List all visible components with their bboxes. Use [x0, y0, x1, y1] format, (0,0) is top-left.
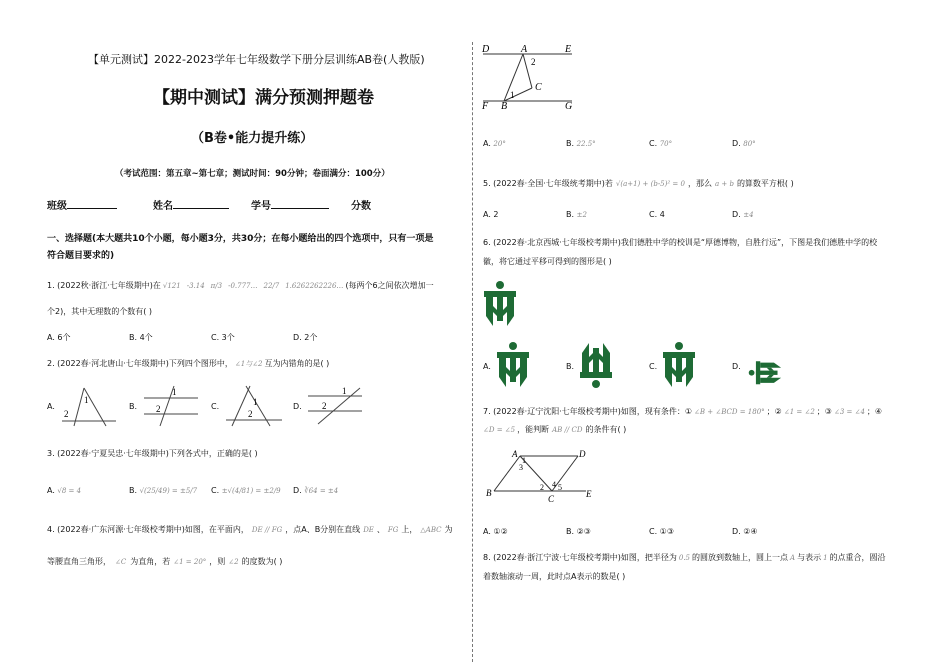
id-label: 学号: [251, 201, 271, 212]
q7-option-c[interactable]: C. ①③: [649, 527, 675, 536]
svg-text:B: B: [486, 488, 492, 498]
q3-option-b[interactable]: B. √(25/49) = ±5/7: [129, 486, 198, 495]
q6-option-a[interactable]: A.: [483, 362, 491, 371]
q4-stem-cont: 等腰直角三角形， ∠C 为直角，若 ∠1 = 20° ，则 ∠2 的度数为( ): [47, 557, 283, 566]
q2-option-c[interactable]: C.: [211, 402, 220, 411]
q7-option-a[interactable]: A. ①②: [483, 527, 508, 536]
header-line: 【单元测试】2022-2023学年七年级数学下册分层训练AB卷(人教版): [88, 53, 425, 66]
svg-text:F: F: [482, 101, 489, 112]
q6-logo-b: [579, 341, 613, 389]
svg-text:G: G: [565, 101, 573, 112]
q5-option-d[interactable]: D. ±4: [732, 210, 754, 219]
class-field[interactable]: [67, 199, 117, 209]
q5-option-a[interactable]: A. 2: [483, 210, 499, 219]
q7-stem-cont: ∠D = ∠5 ，能判断 AB // CD 的条件有( ): [483, 425, 627, 434]
q6-logo-a: [496, 341, 530, 389]
q7-figure: [486, 448, 596, 506]
q2-figure-c: [224, 384, 284, 428]
q4-option-d[interactable]: D. 80°: [732, 139, 756, 148]
paper-title: 【期中测试】满分预测押题卷: [153, 88, 374, 108]
svg-text:2: 2: [540, 483, 544, 492]
svg-text:A: A: [521, 44, 528, 55]
q1-option-d[interactable]: D. 2个: [293, 333, 318, 342]
q7-option-d[interactable]: D. ②④: [732, 527, 758, 536]
svg-text:1: 1: [510, 90, 515, 100]
q4-option-c[interactable]: C. 70°: [649, 139, 673, 148]
q4-option-b[interactable]: B. 22.5°: [566, 139, 596, 148]
q1-stem: 1. (2022秋·浙江·七年级期中)在 √121 -3.14 π/3 -0.777… 22/7 1.6262262226… (每两个6之间依次增加一: [47, 281, 434, 290]
q1-option-c[interactable]: C. 3个: [211, 333, 235, 342]
q2-stem: 2. (2022春·河北唐山·七年级期中)下列四个图形中， ∠1与∠2 互为内错角的是( ): [47, 359, 330, 368]
svg-text:1: 1: [522, 456, 526, 465]
svg-text:C: C: [535, 82, 542, 93]
q2b-angle-1: 1: [172, 387, 177, 397]
id-field[interactable]: [271, 199, 329, 209]
q2d-angle-2: 2: [322, 401, 327, 411]
score-label: 分数: [351, 201, 371, 212]
q2-figure-d: [304, 384, 364, 428]
q2a-angle-1: 1: [84, 395, 89, 405]
q7-option-b[interactable]: B. ②③: [566, 527, 591, 536]
q6-option-b[interactable]: B.: [566, 362, 575, 371]
q2-option-b[interactable]: B.: [129, 402, 138, 411]
svg-text:4: 4: [552, 480, 556, 489]
name-field[interactable]: [173, 199, 229, 209]
q6-option-d[interactable]: D.: [732, 362, 741, 371]
svg-text:D: D: [482, 44, 490, 55]
q1-stem-cont: 个2)，其中无理数的个数有( ): [47, 307, 152, 316]
svg-text:E: E: [565, 44, 572, 55]
q2c-angle-1: 1: [253, 397, 258, 407]
q2a-angle-2: 2: [64, 409, 69, 419]
q3-stem: 3. (2022春·宁夏吴忠·七年级期中)下列各式中，正确的是( ): [47, 449, 258, 458]
q5-stem: 5. (2022春·全国·七年级统考期中)若 √(a+1) + (b-5)² = 0 ，那么 a + b 的算数平方根( ): [483, 179, 794, 188]
q2d-angle-1: 1: [342, 386, 347, 396]
svg-text:B: B: [501, 101, 508, 112]
q6-logo-c: [662, 341, 696, 389]
q6-logo-d: [745, 350, 799, 386]
column-divider: [472, 42, 473, 662]
q2-figure-b: [140, 384, 200, 428]
q8-stem: 8. (2022春·浙江宁波·七年级校考期中)如图，把半径为 0.5 的圆放到数轴上，圆上一点 A 与表示 1 的点重合，圆沿: [483, 553, 886, 562]
school-logo: [483, 280, 517, 328]
q5-option-b[interactable]: B. ±2: [566, 210, 587, 219]
q2-figure-a: [58, 384, 118, 428]
q7-stem: 7. (2022春·辽宁沈阳·七年级校考期中)如图，现有条件：① ∠B + ∠BCD = 180° ；② ∠1 = ∠2 ；③ ∠3 = ∠4 ；④: [483, 407, 883, 416]
svg-text:D: D: [579, 449, 586, 459]
student-info: [47, 197, 371, 212]
q4-option-a[interactable]: A. 20°: [483, 139, 506, 148]
q8-stem-cont: 着数轴滚动一周，此时点A表示的数是( ): [483, 572, 626, 581]
q2-option-a[interactable]: A.: [47, 402, 55, 411]
q6-stem: 6. (2022春·北京西城·七年级校考期中)我们德胜中学的校训是“厚德博物，自胜行远”，下图是我们德胜中学的校: [483, 238, 878, 247]
svg-text:E: E: [586, 489, 592, 499]
class-label: 班级: [47, 201, 67, 212]
q3-option-c[interactable]: C. ±√(4/81) = ±2/9: [211, 486, 281, 495]
paper-subtitle: （B卷•能力提升练）: [191, 131, 314, 146]
svg-text:5: 5: [558, 483, 562, 492]
q1-option-a[interactable]: A. 6个: [47, 333, 71, 342]
q6-stem-cont: 徽，将它通过平移可得到的图形是( ): [483, 257, 612, 266]
svg-text:2: 2: [531, 57, 536, 67]
section1-heading: 一、选择题(本大题共10个小题，每小题3分，共30分；在每小题给出的四个选项中，只有一项是: [47, 234, 434, 244]
exam-scope: （考试范围：第五章~第七章；测试时间：90分钟；卷面满分：100分）: [115, 169, 390, 179]
q2-option-d[interactable]: D.: [293, 402, 302, 411]
svg-text:C: C: [548, 494, 555, 504]
name-label: 姓名: [153, 201, 173, 212]
q5-option-c[interactable]: C. 4: [649, 210, 665, 219]
q2c-angle-2: 2: [248, 409, 253, 419]
q4-stem: 4. (2022春·广东河源·七年级校考期中)如图，在平面内， DE // FG ，点A、B分别在直线 DE 、 FG 上， △ABC 为: [47, 525, 453, 534]
q6-option-c[interactable]: C.: [649, 362, 658, 371]
q2b-angle-2: 2: [156, 404, 161, 414]
q1-option-b[interactable]: B. 4个: [129, 333, 153, 342]
svg-text:A: A: [512, 449, 518, 459]
section1-heading-cont: 符合题目要求的): [47, 251, 115, 261]
q3-option-d[interactable]: D. ∛64 = ±4: [293, 486, 339, 495]
svg-text:3: 3: [519, 463, 523, 472]
q4-figure: [480, 42, 580, 112]
q3-option-a[interactable]: A. √8 = 4: [47, 486, 82, 495]
